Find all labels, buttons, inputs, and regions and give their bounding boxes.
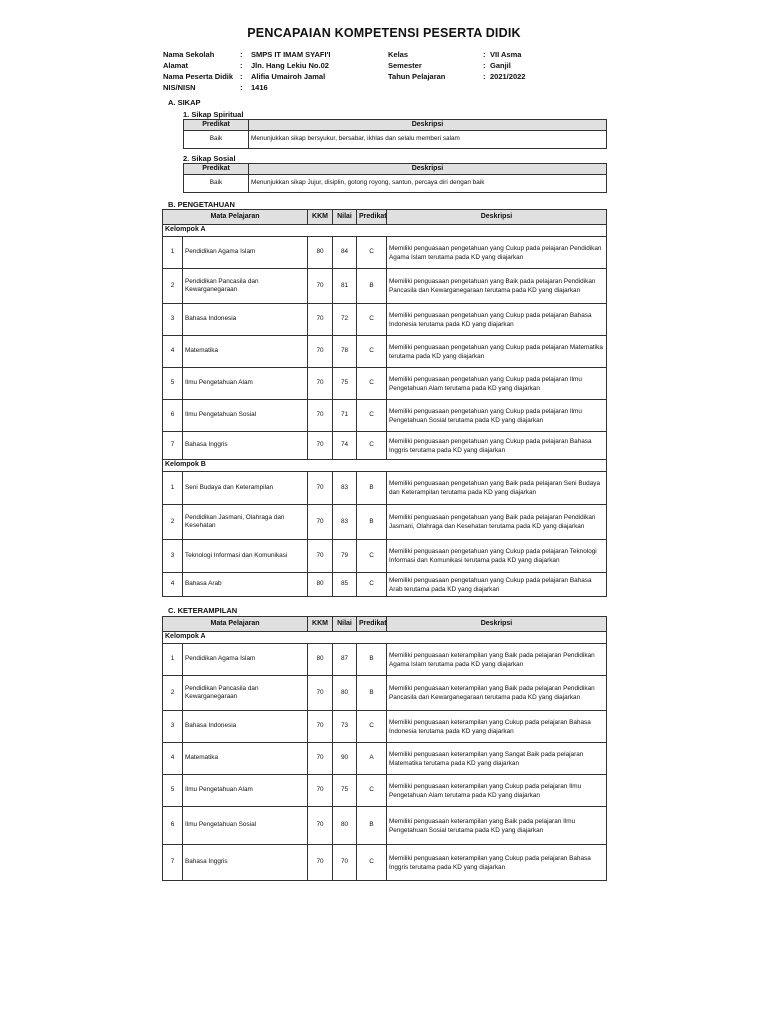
row-mapel: Pendidikan Pancasila dan Kewarganegaraan xyxy=(183,269,308,304)
group-label: Kelompok B xyxy=(163,460,607,472)
row-no: 1 xyxy=(163,237,183,269)
row-kkm: 70 xyxy=(308,775,333,807)
row-nilai: 84 xyxy=(333,237,357,269)
row-predikat: C xyxy=(357,845,387,881)
row-predikat: C xyxy=(357,775,387,807)
row-nilai: 78 xyxy=(333,336,357,368)
table-row xyxy=(163,432,607,460)
row-mapel: Matematika xyxy=(183,336,308,368)
value-nama-peserta: Alifia Umairoh Jamal xyxy=(251,72,326,81)
section-pengetahuan-heading: B. PENGETAHUAN xyxy=(168,200,235,209)
deskripsi-cell: Menunjukkan sikap bersyukur, bersabar, ikhlas dan selalu memberi salam xyxy=(249,131,607,149)
table-row xyxy=(163,304,607,336)
col-mapel: Mata Pelajaran xyxy=(163,210,308,225)
row-no: 5 xyxy=(163,368,183,400)
row-mapel: Pendidikan Pancasila dan Kewarganegaraan xyxy=(183,676,308,711)
group-label: Kelompok A xyxy=(163,225,607,237)
col-predikat: Predikat xyxy=(184,164,249,175)
col-predikat: Predikat xyxy=(357,617,387,632)
row-nilai: 71 xyxy=(333,400,357,432)
row-nilai: 73 xyxy=(333,711,357,743)
row-deskripsi: Memiliki penguasaan keterampilan yang Cukup pada pelajaran Ilmu Pengetahuan Alam terutama pada KD yang diajarkan xyxy=(387,775,607,807)
row-mapel: Bahasa Inggris xyxy=(183,432,308,460)
row-nilai: 90 xyxy=(333,743,357,775)
group-label: Kelompok A xyxy=(163,632,607,644)
row-mapel: Bahasa Indonesia xyxy=(183,304,308,336)
table-row xyxy=(163,472,607,505)
row-kkm: 80 xyxy=(308,237,333,269)
row-deskripsi: Memiliki penguasaan keterampilan yang Cukup pada pelajaran Bahasa Indonesia terutama pada KD yang diajarkan xyxy=(387,711,607,743)
row-mapel: Pendidikan Agama Islam xyxy=(183,644,308,676)
row-deskripsi: Memiliki penguasaan pengetahuan yang Cukup pada pelajaran Bahasa Indonesia terutama pada KD yang diajarkan xyxy=(387,304,607,336)
row-predikat: C xyxy=(357,336,387,368)
row-no: 3 xyxy=(163,540,183,573)
row-kkm: 70 xyxy=(308,269,333,304)
table-row xyxy=(163,237,607,269)
row-predikat: B xyxy=(357,644,387,676)
sikap-sosial-table xyxy=(183,163,607,193)
row-deskripsi: Memiliki penguasaan pengetahuan yang Baik pada pelajaran Pendidikan Pancasila dan Kewarganegaraan terutama pada KD yang diajarkan xyxy=(387,269,607,304)
row-deskripsi: Memiliki penguasaan keterampilan yang Cukup pada pelajaran Bahasa Inggris terutama pada KD yang diajarkan xyxy=(387,845,607,881)
row-mapel: Pendidikan Jasmani, Olahraga dan Kesehatan xyxy=(183,505,308,540)
sep: : xyxy=(240,72,243,81)
table-row xyxy=(163,505,607,540)
row-mapel: Ilmu Pengetahuan Alam xyxy=(183,368,308,400)
row-deskripsi: Memiliki penguasaan pengetahuan yang Cukup pada pelajaran Pendidikan Agama Islam terutama pada KD yang diajarkan xyxy=(387,237,607,269)
row-no: 7 xyxy=(163,432,183,460)
row-no: 3 xyxy=(163,304,183,336)
row-kkm: 70 xyxy=(308,472,333,505)
row-mapel: Bahasa Inggris xyxy=(183,845,308,881)
row-nilai: 83 xyxy=(333,472,357,505)
label-kelas: Kelas xyxy=(388,50,409,59)
row-kkm: 70 xyxy=(308,505,333,540)
col-nilai: Nilai xyxy=(333,210,357,225)
row-deskripsi: Memiliki penguasaan keterampilan yang Baik pada pelajaran Pendidikan Agama Islam terutama pada KD yang diajarkan xyxy=(387,644,607,676)
value-alamat: Jln. Hang Lekiu No.02 xyxy=(251,61,329,70)
col-deskripsi: Deskripsi xyxy=(249,164,607,175)
col-predikat: Predikat xyxy=(357,210,387,225)
row-no: 7 xyxy=(163,845,183,881)
label-nama-sekolah: Nama Sekolah xyxy=(163,50,215,59)
row-kkm: 70 xyxy=(308,304,333,336)
row-deskripsi: Memiliki penguasaan pengetahuan yang Cukup pada pelajaran Matematika terutama pada KD yang diajarkan xyxy=(387,336,607,368)
row-no: 2 xyxy=(163,269,183,304)
col-mapel: Mata Pelajaran xyxy=(163,617,308,632)
row-predikat: C xyxy=(357,400,387,432)
row-predikat: C xyxy=(357,304,387,336)
row-nilai: 70 xyxy=(333,845,357,881)
row-predikat: B xyxy=(357,505,387,540)
row-nilai: 85 xyxy=(333,573,357,597)
row-nilai: 81 xyxy=(333,269,357,304)
row-predikat: B xyxy=(357,807,387,845)
deskripsi-cell: Menunjukkan sikap Jujur, disiplin, gotong royong, santun, percaya diri dengan baik xyxy=(249,175,607,193)
sep: : xyxy=(483,72,486,81)
row-mapel: Ilmu Pengetahuan Sosial xyxy=(183,807,308,845)
row-nilai: 72 xyxy=(333,304,357,336)
sikap-spiritual-table xyxy=(183,119,607,149)
row-mapel: Matematika xyxy=(183,743,308,775)
row-mapel: Seni Budaya dan Keterampilan xyxy=(183,472,308,505)
row-deskripsi: Memiliki penguasaan pengetahuan yang Baik pada pelajaran Seni Budaya dan Keterampilan terutama pada KD yang diajarkan xyxy=(387,472,607,505)
row-kkm: 70 xyxy=(308,432,333,460)
row-no: 1 xyxy=(163,644,183,676)
row-no: 4 xyxy=(163,573,183,597)
row-no: 5 xyxy=(163,775,183,807)
row-deskripsi: Memiliki penguasaan pengetahuan yang Cukup pada pelajaran Ilmu Pengetahuan Sosial terutama pada KD yang diajarkan xyxy=(387,400,607,432)
sep: : xyxy=(483,50,486,59)
table-row xyxy=(163,807,607,845)
col-predikat: Predikat xyxy=(184,120,249,131)
row-kkm: 70 xyxy=(308,540,333,573)
row-predikat: B xyxy=(357,269,387,304)
row-no: 6 xyxy=(163,400,183,432)
row-no: 4 xyxy=(163,743,183,775)
row-predikat: A xyxy=(357,743,387,775)
row-predikat: C xyxy=(357,573,387,597)
table-row xyxy=(163,775,607,807)
row-no: 3 xyxy=(163,711,183,743)
sep: : xyxy=(240,61,243,70)
section-keterampilan-heading: C. KETERAMPILAN xyxy=(168,606,238,615)
row-deskripsi: Memiliki penguasaan keterampilan yang Baik pada pelajaran Ilmu Pengetahuan Sosial terutama pada KD yang diajarkan xyxy=(387,807,607,845)
row-mapel: Teknologi Informasi dan Komunikasi xyxy=(183,540,308,573)
table-row xyxy=(163,711,607,743)
row-nilai: 80 xyxy=(333,807,357,845)
sep: : xyxy=(240,50,243,59)
section-sikap-heading: A. SIKAP xyxy=(168,98,201,107)
row-kkm: 70 xyxy=(308,400,333,432)
value-tahun: 2021/2022 xyxy=(490,72,526,81)
row-deskripsi: Memiliki penguasaan pengetahuan yang Cukup pada pelajaran Ilmu Pengetahuan Alam terutama pada KD yang diajarkan xyxy=(387,368,607,400)
col-nilai: Nilai xyxy=(333,617,357,632)
row-kkm: 80 xyxy=(308,573,333,597)
sep: : xyxy=(240,83,243,92)
row-nilai: 83 xyxy=(333,505,357,540)
row-no: 4 xyxy=(163,336,183,368)
keterampilan-table xyxy=(162,616,607,881)
row-kkm: 70 xyxy=(308,845,333,881)
row-mapel: Pendidikan Agama Islam xyxy=(183,237,308,269)
row-no: 2 xyxy=(163,676,183,711)
row-no: 6 xyxy=(163,807,183,845)
predikat-cell: Baik xyxy=(184,131,249,149)
value-semester: Ganjil xyxy=(490,61,511,70)
table-row xyxy=(163,400,607,432)
row-deskripsi: Memiliki penguasaan keterampilan yang Sangat Baik pada pelajaran Matematika terutama pada KD yang diajarkan xyxy=(387,743,607,775)
row-no: 2 xyxy=(163,505,183,540)
table-row xyxy=(163,573,607,597)
row-nilai: 74 xyxy=(333,432,357,460)
row-nilai: 87 xyxy=(333,644,357,676)
row-kkm: 70 xyxy=(308,336,333,368)
label-tahun: Tahun Pelajaran xyxy=(388,72,446,81)
page-title: PENCAPAIAN KOMPETENSI PESERTA DIDIK xyxy=(247,26,521,40)
row-deskripsi: Memiliki penguasaan pengetahuan yang Cukup pada pelajaran Bahasa Arab terutama pada KD yang diajarkan xyxy=(387,573,607,597)
row-mapel: Bahasa Indonesia xyxy=(183,711,308,743)
row-mapel: Ilmu Pengetahuan Alam xyxy=(183,775,308,807)
value-kelas: VII Asma xyxy=(490,50,522,59)
sep: : xyxy=(483,61,486,70)
table-row xyxy=(163,676,607,711)
predikat-cell: Baik xyxy=(184,175,249,193)
row-predikat: C xyxy=(357,368,387,400)
row-kkm: 70 xyxy=(308,368,333,400)
row-predikat: C xyxy=(357,540,387,573)
row-predikat: B xyxy=(357,472,387,505)
row-nilai: 75 xyxy=(333,775,357,807)
row-kkm: 70 xyxy=(308,807,333,845)
row-kkm: 70 xyxy=(308,743,333,775)
row-nilai: 79 xyxy=(333,540,357,573)
col-kkm: KKM xyxy=(308,617,333,632)
label-nama-peserta: Nama Peserta Didik xyxy=(163,72,234,81)
row-nilai: 75 xyxy=(333,368,357,400)
label-nis: NIS/NISN xyxy=(163,83,196,92)
row-mapel: Ilmu Pengetahuan Sosial xyxy=(183,400,308,432)
col-deskripsi: Deskripsi xyxy=(249,120,607,131)
table-row xyxy=(163,644,607,676)
row-deskripsi: Memiliki penguasaan pengetahuan yang Baik pada pelajaran Pendidikan Jasmani, Olahraga dan Kesehatan terutama pada KD yang diajarkan xyxy=(387,505,607,540)
label-semester: Semester xyxy=(388,61,422,70)
table-row xyxy=(163,368,607,400)
row-kkm: 70 xyxy=(308,676,333,711)
row-mapel: Bahasa Arab xyxy=(183,573,308,597)
row-predikat: C xyxy=(357,237,387,269)
row-predikat: C xyxy=(357,711,387,743)
row-predikat: B xyxy=(357,676,387,711)
row-deskripsi: Memiliki penguasaan keterampilan yang Baik pada pelajaran Pendidikan Pancasila dan Kewarganegaraan terutama pada KD yang diajarkan xyxy=(387,676,607,711)
row-deskripsi: Memiliki penguasaan pengetahuan yang Cukup pada pelajaran Teknologi Informasi dan Komunikasi terutama pada KD yang diajarkan xyxy=(387,540,607,573)
value-nis: 1416 xyxy=(251,83,268,92)
col-kkm: KKM xyxy=(308,210,333,225)
label-alamat: Alamat xyxy=(163,61,189,70)
pengetahuan-table xyxy=(162,209,607,597)
row-deskripsi: Memiliki penguasaan pengetahuan yang Cukup pada pelajaran Bahasa Inggris terutama pada KD yang diajarkan xyxy=(387,432,607,460)
row-nilai: 80 xyxy=(333,676,357,711)
row-predikat: C xyxy=(357,432,387,460)
col-deskripsi: Deskripsi xyxy=(387,210,607,225)
col-deskripsi: Deskripsi xyxy=(387,617,607,632)
row-kkm: 70 xyxy=(308,711,333,743)
row-no: 1 xyxy=(163,472,183,505)
row-kkm: 80 xyxy=(308,644,333,676)
sikap-sosial-heading: 2. Sikap Sosial xyxy=(183,154,236,163)
table-row xyxy=(163,540,607,573)
value-nama-sekolah: SMPS IT IMAM SYAFI'I xyxy=(251,50,331,59)
sikap-spiritual-heading: 1. Sikap Spiritual xyxy=(183,110,244,119)
table-row xyxy=(163,336,607,368)
table-row xyxy=(163,743,607,775)
table-row xyxy=(163,845,607,881)
table-row xyxy=(163,269,607,304)
